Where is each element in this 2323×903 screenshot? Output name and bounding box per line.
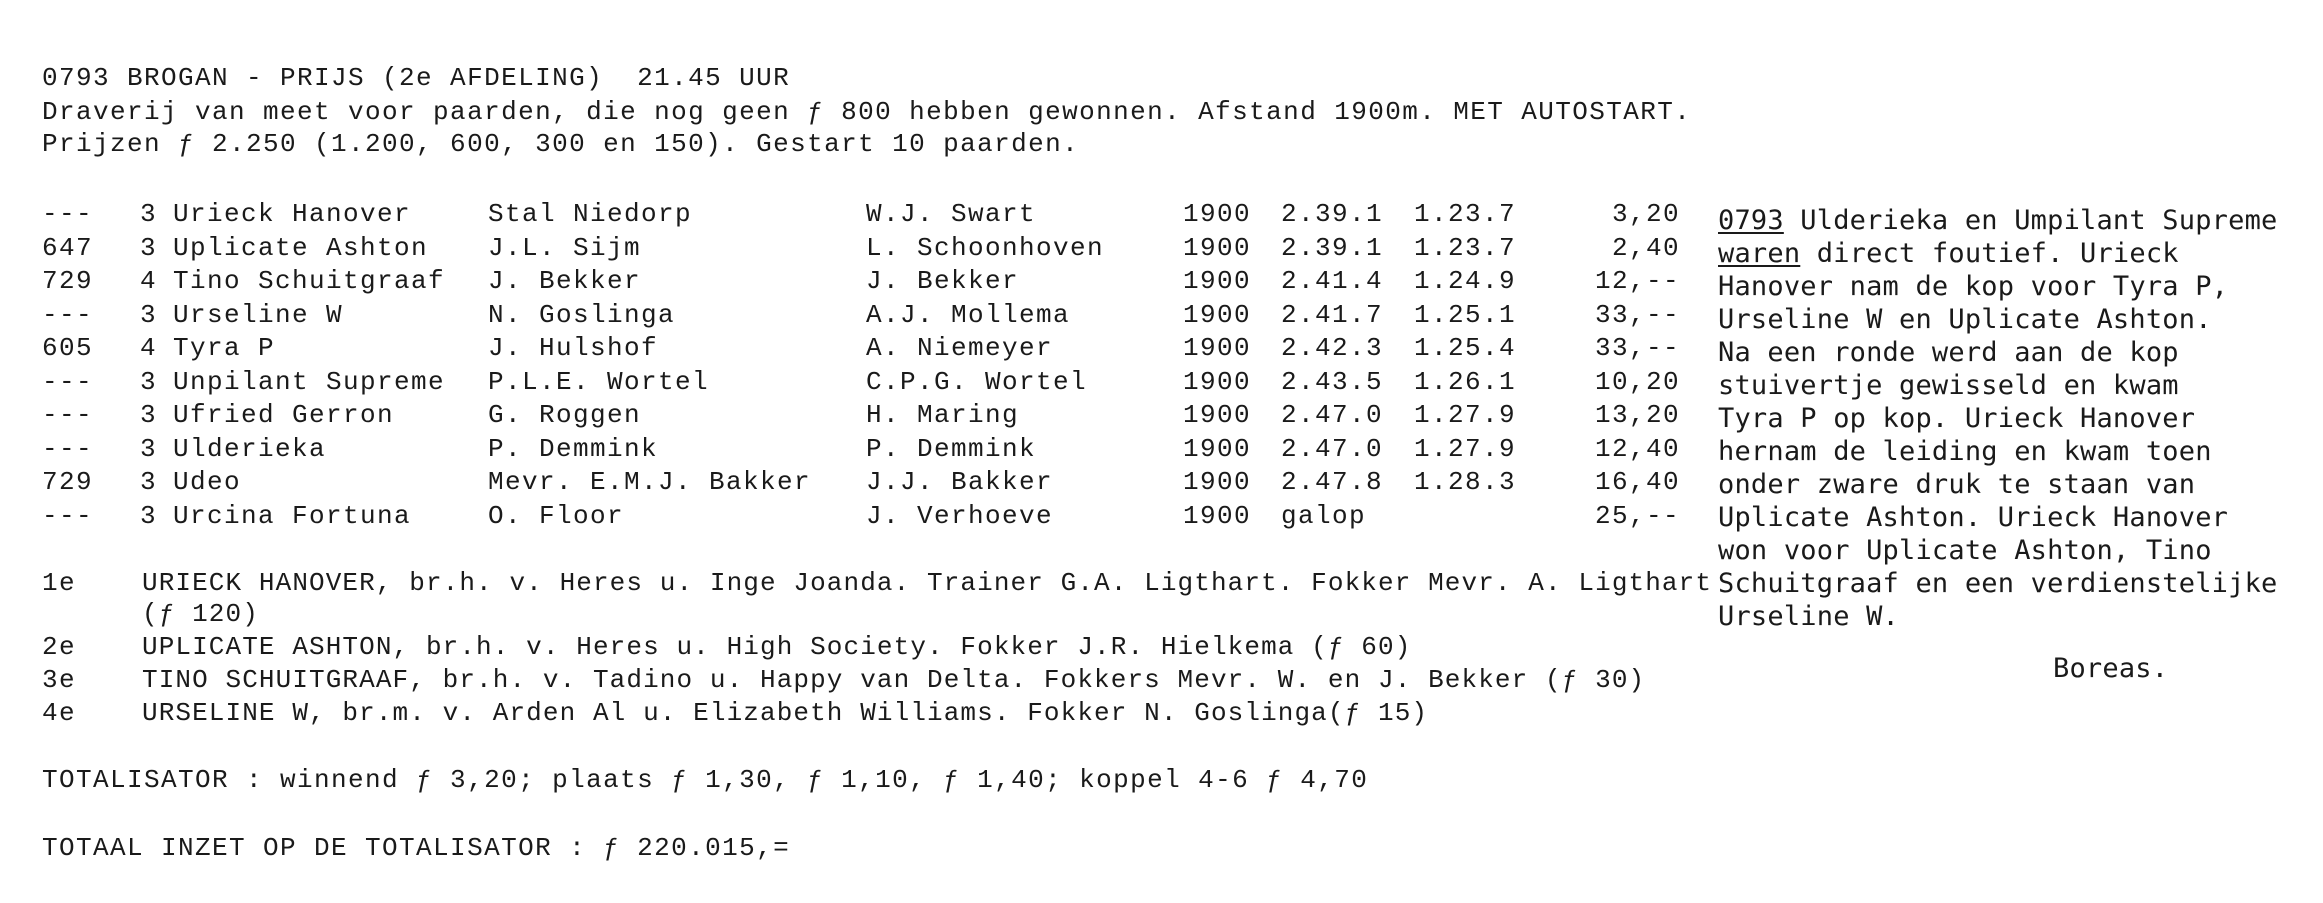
cell-horse: Udeo bbox=[173, 467, 242, 497]
cell-owner: Mevr. E.M.J. Bakker bbox=[488, 467, 812, 497]
cell-time: 2.47.0 bbox=[1281, 400, 1384, 430]
cell-km: 1.28.3 bbox=[1414, 467, 1517, 497]
cell-horse: Urcina Fortuna bbox=[173, 500, 412, 531]
race-title: 0793 BROGAN - PRIJS (2e AFDELING) 21.45 UUR bbox=[42, 63, 791, 93]
cell-driver: C.P.G. Wortel bbox=[866, 366, 1088, 397]
cell-driver: L. Schoonhoven bbox=[866, 232, 1105, 263]
cell-driver: P. Demmink bbox=[866, 433, 1037, 464]
cell-time: 2.41.4 bbox=[1281, 266, 1384, 296]
cell-age: 3 bbox=[140, 299, 158, 330]
cell-driver: W.J. Swart bbox=[866, 199, 1037, 229]
placing-rank: 2e bbox=[42, 632, 77, 662]
report-line: hernam de leiding en kwam toen bbox=[1718, 436, 2212, 467]
cell-time: 2.41.7 bbox=[1281, 299, 1384, 330]
cell-age: 4 bbox=[140, 266, 158, 296]
report-line: Uplicate Ashton. Urieck Hanover bbox=[1718, 502, 2229, 533]
cell-owner: P.L.E. Wortel bbox=[488, 366, 710, 397]
placing-rank: 1e bbox=[42, 568, 77, 598]
cell-time: 2.47.0 bbox=[1281, 433, 1384, 464]
placing-text: URSELINE W, br.m. v. Arden Al u. Elizabeth Williams. Fokker N. Goslinga(ƒ 15) bbox=[142, 698, 1429, 728]
cell-prev: --- bbox=[42, 366, 94, 397]
placing-text: TINO SCHUITGRAAF, br.h. v. Tadino u. Happy van Delta. Fokkers Mevr. W. en J. Bekker (ƒ 30) bbox=[142, 665, 1646, 695]
cell-dist: 1900 bbox=[1183, 199, 1252, 229]
cell-odds: 10,20 bbox=[1594, 366, 1680, 397]
cell-horse: Uplicate Ashton bbox=[173, 232, 429, 263]
cell-horse: Urieck Hanover bbox=[173, 199, 412, 229]
cell-dist: 1900 bbox=[1183, 266, 1252, 296]
report-line: stuivertje gewisseld en kwam bbox=[1718, 370, 2179, 401]
cell-prev: --- bbox=[42, 433, 94, 464]
cell-age: 3 bbox=[140, 400, 158, 430]
cell-time: 2.43.5 bbox=[1281, 366, 1384, 397]
cell-dist: 1900 bbox=[1183, 333, 1252, 363]
cell-horse: Tino Schuitgraaf bbox=[173, 266, 446, 296]
cell-time: 2.39.1 bbox=[1281, 199, 1384, 229]
cell-km: 1.23.7 bbox=[1414, 232, 1517, 263]
report-line: Schuitgraaf en een verdienstelijke bbox=[1718, 568, 2278, 599]
cell-odds: 25,-- bbox=[1594, 500, 1680, 531]
cell-km: 1.25.1 bbox=[1414, 299, 1517, 330]
cell-owner: J.L. Sijm bbox=[488, 232, 642, 263]
cell-prev: 605 bbox=[42, 333, 94, 363]
cell-driver: A.J. Mollema bbox=[866, 299, 1071, 330]
cell-driver: H. Maring bbox=[866, 400, 1020, 430]
cell-driver: J.J. Bakker bbox=[866, 467, 1054, 497]
cell-odds: 12,-- bbox=[1594, 266, 1680, 296]
placing-rank: 4e bbox=[42, 698, 77, 728]
cell-odds: 16,40 bbox=[1594, 467, 1680, 497]
cell-odds: 3,20 bbox=[1611, 199, 1680, 229]
cell-age: 4 bbox=[140, 333, 158, 363]
report-line: Hanover nam de kop voor Tyra P, bbox=[1718, 271, 2229, 302]
cell-km: 1.27.9 bbox=[1414, 433, 1517, 464]
cell-dist: 1900 bbox=[1183, 500, 1252, 531]
report-line: Tyra P op kop. Urieck Hanover bbox=[1718, 403, 2196, 434]
cell-age: 3 bbox=[140, 366, 158, 397]
cell-km: 1.25.4 bbox=[1414, 333, 1517, 363]
cell-km: 1.27.9 bbox=[1414, 400, 1517, 430]
report-signature: Boreas. bbox=[2053, 653, 2169, 684]
cell-prev: 729 bbox=[42, 467, 94, 497]
cell-driver: J. Verhoeve bbox=[866, 500, 1054, 531]
cell-horse: Tyra P bbox=[173, 333, 276, 363]
report-line: Na een ronde werd aan de kop bbox=[1718, 337, 2179, 368]
report-line-2-text: direct foutief. Urieck bbox=[1800, 238, 2179, 269]
cell-dist: 1900 bbox=[1183, 232, 1252, 263]
cell-horse: Unpilant Supreme bbox=[173, 366, 446, 397]
cell-age: 3 bbox=[140, 232, 158, 263]
cell-prev: 729 bbox=[42, 266, 94, 296]
cell-horse: Urseline W bbox=[173, 299, 344, 330]
cell-dist: 1900 bbox=[1183, 299, 1252, 330]
cell-dist: 1900 bbox=[1183, 366, 1252, 397]
cell-time: 2.47.8 bbox=[1281, 467, 1384, 497]
cell-age: 3 bbox=[140, 433, 158, 464]
totalisator-line: TOTALISATOR : winnend ƒ 3,20; plaats ƒ 1,30, ƒ 1,10, ƒ 1,40; koppel 4-6 ƒ 4,70 bbox=[42, 765, 1369, 795]
cell-time: 2.39.1 bbox=[1281, 232, 1384, 263]
cell-prev: --- bbox=[42, 299, 94, 330]
cell-odds: 33,-- bbox=[1594, 333, 1680, 363]
report-line-2 bbox=[1718, 237, 2179, 270]
cell-owner: J. Bekker bbox=[488, 266, 642, 296]
race-conditions: Draverij van meet voor paarden, die nog geen ƒ 800 hebben gewonnen. Afstand 1900m. MET AUTOSTART. bbox=[42, 97, 1692, 127]
cell-odds: 2,40 bbox=[1611, 232, 1680, 263]
report-line: onder zware druk te staan van bbox=[1718, 469, 2196, 500]
cell-prev: --- bbox=[42, 500, 94, 531]
race-prizes: Prijzen ƒ 2.250 (1.200, 600, 300 en 150). Gestart 10 paarden. bbox=[42, 129, 1080, 159]
cell-age: 3 bbox=[140, 500, 158, 531]
cell-km: 1.24.9 bbox=[1414, 266, 1517, 296]
report-ref-text: Ulderieka en Umpilant Supreme bbox=[1783, 205, 2278, 236]
report-line-1 bbox=[1718, 204, 2278, 237]
cell-prev: --- bbox=[42, 400, 94, 430]
report-line: Urseline W. bbox=[1718, 601, 1900, 632]
cell-owner: G. Roggen bbox=[488, 400, 642, 430]
cell-age: 3 bbox=[140, 467, 158, 497]
cell-time: galop bbox=[1281, 500, 1367, 531]
report-ref: 0793 bbox=[1718, 205, 1784, 236]
cell-km: 1.23.7 bbox=[1414, 199, 1517, 229]
placing-text: URIECK HANOVER, br.h. v. Heres u. Inge Joanda. Trainer G.A. Ligthart. Fokker Mevr. A. Ligthart bbox=[142, 568, 1713, 598]
cell-owner: O. Floor bbox=[488, 500, 625, 531]
cell-odds: 12,40 bbox=[1594, 433, 1680, 464]
cell-owner: Stal Niedorp bbox=[488, 199, 693, 229]
cell-odds: 13,20 bbox=[1594, 400, 1680, 430]
placing-rank: 3e bbox=[42, 665, 77, 695]
cell-owner: J. Hulshof bbox=[488, 333, 659, 363]
cell-dist: 1900 bbox=[1183, 467, 1252, 497]
report-underlined-word: waren bbox=[1718, 238, 1801, 269]
placing-text: UPLICATE ASHTON, br.h. v. Heres u. High Society. Fokker J.R. Hielkema (ƒ 60) bbox=[142, 632, 1412, 662]
report-line: won voor Uplicate Ashton, Tino bbox=[1718, 535, 2212, 566]
cell-dist: 1900 bbox=[1183, 400, 1252, 430]
cell-horse: Ufried Gerron bbox=[173, 400, 395, 430]
cell-km: 1.26.1 bbox=[1414, 366, 1517, 397]
cell-prev: 647 bbox=[42, 232, 94, 263]
cell-age: 3 bbox=[140, 199, 158, 229]
cell-dist: 1900 bbox=[1183, 433, 1252, 464]
cell-owner: N. Goslinga bbox=[488, 299, 676, 330]
report-line: Urseline W en Uplicate Ashton. bbox=[1718, 304, 2212, 335]
cell-driver: A. Niemeyer bbox=[866, 333, 1054, 363]
cell-owner: P. Demmink bbox=[488, 433, 659, 464]
cell-horse: Ulderieka bbox=[173, 433, 327, 464]
placing-text: (ƒ 120) bbox=[142, 599, 259, 629]
cell-time: 2.42.3 bbox=[1281, 333, 1384, 363]
cell-prev: --- bbox=[42, 199, 94, 229]
total-stake-line: TOTAAL INZET OP DE TOTALISATOR : ƒ 220.015,= bbox=[42, 833, 791, 863]
cell-driver: J. Bekker bbox=[866, 266, 1020, 296]
cell-odds: 33,-- bbox=[1594, 299, 1680, 330]
